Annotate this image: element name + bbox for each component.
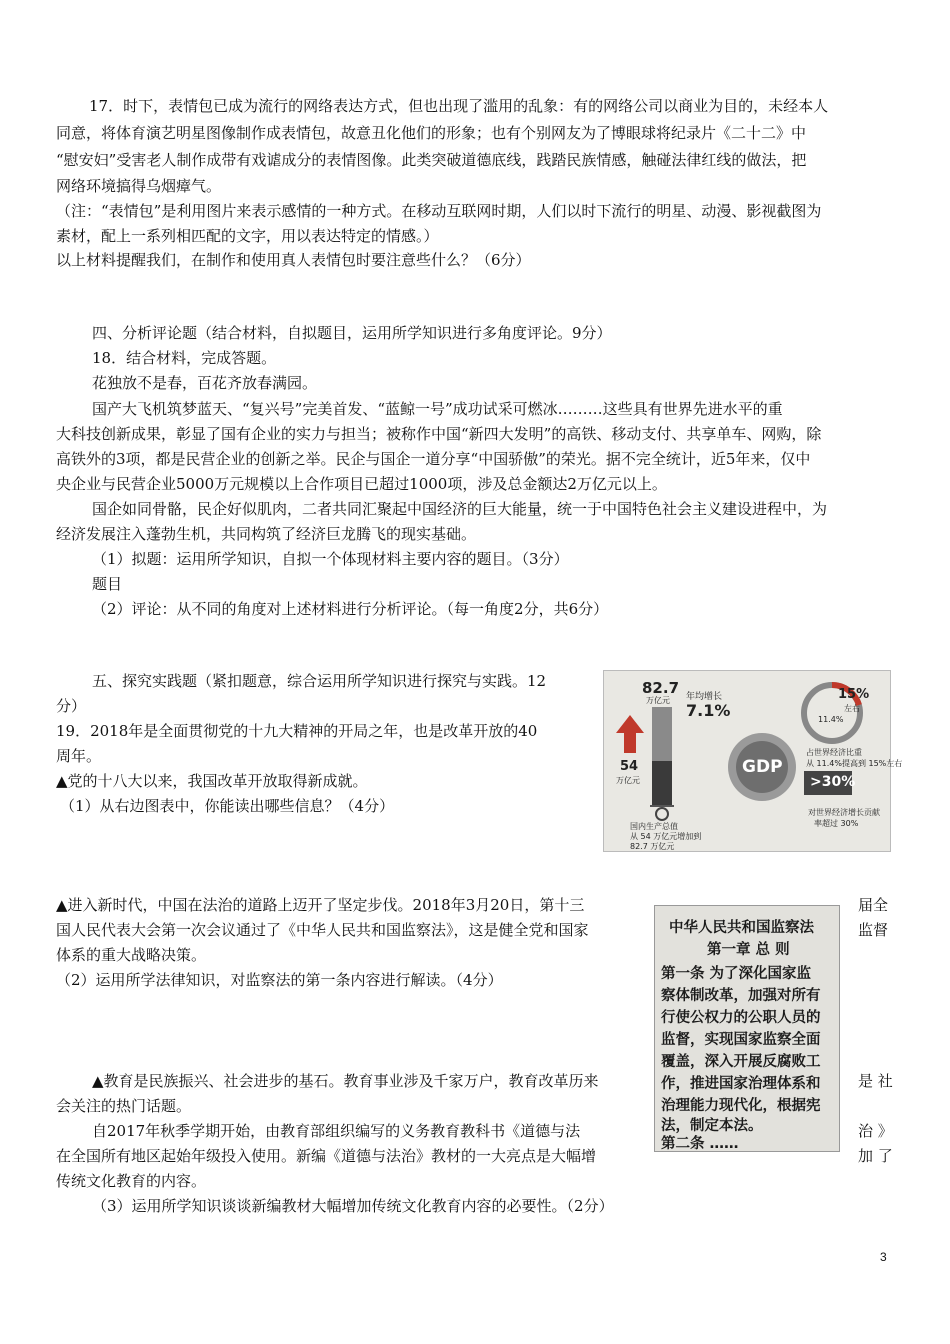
q19-sub-2: （2）运用所学法律知识，对监察法的第一条内容进行解读。（4分）	[56, 971, 503, 989]
law-right-fragment: 届全	[858, 896, 889, 914]
q19-sub-1: （1）从右边图表中，你能读出哪些信息？（4分）	[60, 797, 395, 815]
education-right-fragment: 是 社	[858, 1072, 893, 1090]
q17-line: “慰安妇”受害老人制作成带有戏谑成分的表情图像。此类突破道德底线，践踏民族情感，触碰法律红线的做法，把	[56, 151, 807, 169]
law-figure-line: 察体制改革，加强对所有	[661, 988, 821, 1004]
q18-line: 高铁外的3项，都是民营企业的创新之举。民企与国企一道分享“中国骄傲”的荣光。据不完全统计，近5年来，仅中	[56, 450, 811, 468]
growth-label: 年均增长	[686, 692, 723, 702]
contribution-caption-1: 对世界经济增长贡献	[808, 808, 880, 817]
page-number: 3	[880, 1250, 887, 1264]
law-figure-line: 第二条 ……	[661, 1136, 739, 1152]
supervision-law-excerpt	[654, 905, 840, 1152]
q18-sub-1: （1）拟题：运用所学知识，自拟一个体现材料主要内容的题目。（3分）	[92, 550, 569, 568]
gdp-caption-1: 国内生产总值	[630, 822, 678, 831]
education-line: 在全国所有地区起始年级投入使用。新编《道德与法治》教材的一大亮点是大幅增	[56, 1147, 597, 1165]
law-figure-line: 覆盖，深入开展反腐败工	[661, 1054, 821, 1070]
section-4-heading: 四、分析评论题（结合材料，自拟题目，运用所学知识进行多角度评论。9分）	[92, 324, 612, 342]
education-right-fragment: 加 了	[858, 1147, 893, 1165]
q18-line: 央企业与民营企业5000万元规模以上合作项目已超过1000项，涉及总金额达2万亿元以上。	[56, 475, 667, 493]
q18-line: 大科技创新成果，彰显了国有企业的实力与担当；被称作中国“新四大发明”的高铁、移动支付、共享单车、网购，除	[56, 425, 822, 443]
q17-line: 网络环境搞得乌烟瘴气。	[56, 177, 222, 195]
law-figure-line: 治理能力现代化，根据宪	[661, 1098, 821, 1114]
q19-line: 19．2018年是全面贯彻党的十九大精神的开局之年，也是改革开放的40	[56, 722, 538, 740]
q17-note-line: 素材，配上一系列相匹配的文字，用以表达特定的情感。）	[56, 227, 439, 245]
q17-prompt: 以上材料提醒我们，在制作和使用真人表情包时要注意些什么？（6分）	[56, 251, 531, 269]
gdp-bottom-unit: 万亿元	[616, 776, 640, 785]
law-right-fragment: 监督	[858, 921, 889, 939]
growth-value: 7.1%	[686, 701, 731, 720]
up-arrow-icon	[616, 715, 644, 753]
education-line: 自2017年秋季学期开始，由教育部组织编写的义务教育教科书《道德与法	[92, 1122, 581, 1140]
law-line: 体系的重大战略决策。	[56, 946, 207, 964]
gdp-caption-3: 82.7 万亿元	[630, 842, 675, 851]
q18-line: 经济发展注入蓬勃生机，共同构筑了经济巨龙腾飞的现实基础。	[56, 525, 477, 543]
q17-line: 17．时下，表情包已成为流行的网络表达方式，但也出现了滥用的乱象：有的网络公司以商业为目的，未经本人	[89, 97, 829, 115]
law-line: 国人民代表大会第一次会议通过了《中华人民共和国监察法》，这是健全党和国家	[56, 921, 589, 939]
share-value: 15%	[838, 687, 870, 702]
law-figure-line: 第一条 为了深化国家监	[661, 966, 812, 982]
contribution-caption-2: 率超过 30%	[814, 819, 859, 828]
share-caption-2: 从 11.4%提高到 15%左右	[806, 759, 903, 768]
law-line: ▲进入新时代，中国在法治的道路上迈开了坚定步伐。2018年3月20日，第十三	[56, 896, 585, 914]
education-right-fragment: 治 》	[858, 1122, 893, 1140]
law-figure-line: 行使公权力的公职人员的	[661, 1010, 821, 1026]
share-caption-1: 占世界经济比重	[806, 748, 862, 757]
law-figure-chapter: 第一章 总 则	[707, 942, 790, 958]
q19-bullet: ▲党的十八大以来，我国改革开放取得新成就。	[56, 772, 368, 790]
law-figure-line: 法，制定本法。	[661, 1118, 763, 1134]
gdp-bar-bottom	[652, 761, 672, 805]
section-5-heading-cont: 分）	[56, 697, 87, 715]
q18-line: 花独放不是春，百花齐放春满园。	[92, 374, 318, 392]
q17-note-line: （注：“表情包”是利用图片来表示感情的一种方式。在移动互联网时期，人们以时下流行的明星、动漫、影视截图为	[56, 202, 822, 220]
share-note: 左右	[844, 704, 860, 713]
gdp-infographic	[603, 670, 903, 852]
q18-title: 18．结合材料，完成答题。	[92, 349, 277, 367]
gdp-center-label: GDP	[742, 757, 783, 777]
education-line: 传统文化教育的内容。	[56, 1172, 207, 1190]
gdp-caption-2: 从 54 万亿元增加到	[630, 832, 702, 841]
q18-line: 国产大飞机筑梦蓝天、“复兴号”完美首发、“蓝鲸一号”成功试采可燃冰………这些具有世界先进水平的重	[92, 400, 783, 418]
q18-sub-2: （2）评论：从不同的角度对上述材料进行分析评论。（每一角度2分，共6分）	[92, 600, 609, 618]
education-line: 会关注的热门话题。	[56, 1097, 192, 1115]
law-figure-line: 监督，实现国家监察全面	[661, 1032, 821, 1048]
q18-line: 国企如同骨骼，民企好似肌肉，二者共同汇聚起中国经济的巨大能量，统一于中国特色社会主义建设进程中，为	[92, 500, 828, 518]
gdp-bar-base	[650, 805, 674, 807]
law-figure-line: 作，推进国家治理体系和	[661, 1076, 821, 1092]
law-figure-title: 中华人民共和国监察法	[669, 920, 814, 936]
section-5-heading: 五、探究实践题（紧扣题意，综合运用所学知识进行探究与实践。12	[92, 672, 547, 690]
q19-sub-3: （3）运用所学知识谈谈新编教材大幅增加传统文化教育内容的必要性。（2分）	[92, 1197, 614, 1215]
contribution-value: >30%	[810, 774, 856, 790]
education-line: ▲教育是民族振兴、社会进步的基石。教育事业涉及千家万户，教育改革历来	[92, 1072, 599, 1090]
gdp-top-unit: 万亿元	[646, 696, 670, 705]
gdp-bottom-value: 54	[620, 759, 639, 774]
q17-line: 同意，将体育演艺明星图像制作成表情包，故意丑化他们的形象；也有个别网友为了博眼球将纪录片《二十二》中	[56, 124, 807, 142]
q19-line: 周年。	[56, 747, 102, 765]
coin-icon	[656, 808, 668, 820]
gdp-top-value: 82.7	[642, 679, 680, 697]
share-inner: 11.4%	[818, 715, 844, 724]
q18-answer-label: 题目	[92, 575, 123, 593]
